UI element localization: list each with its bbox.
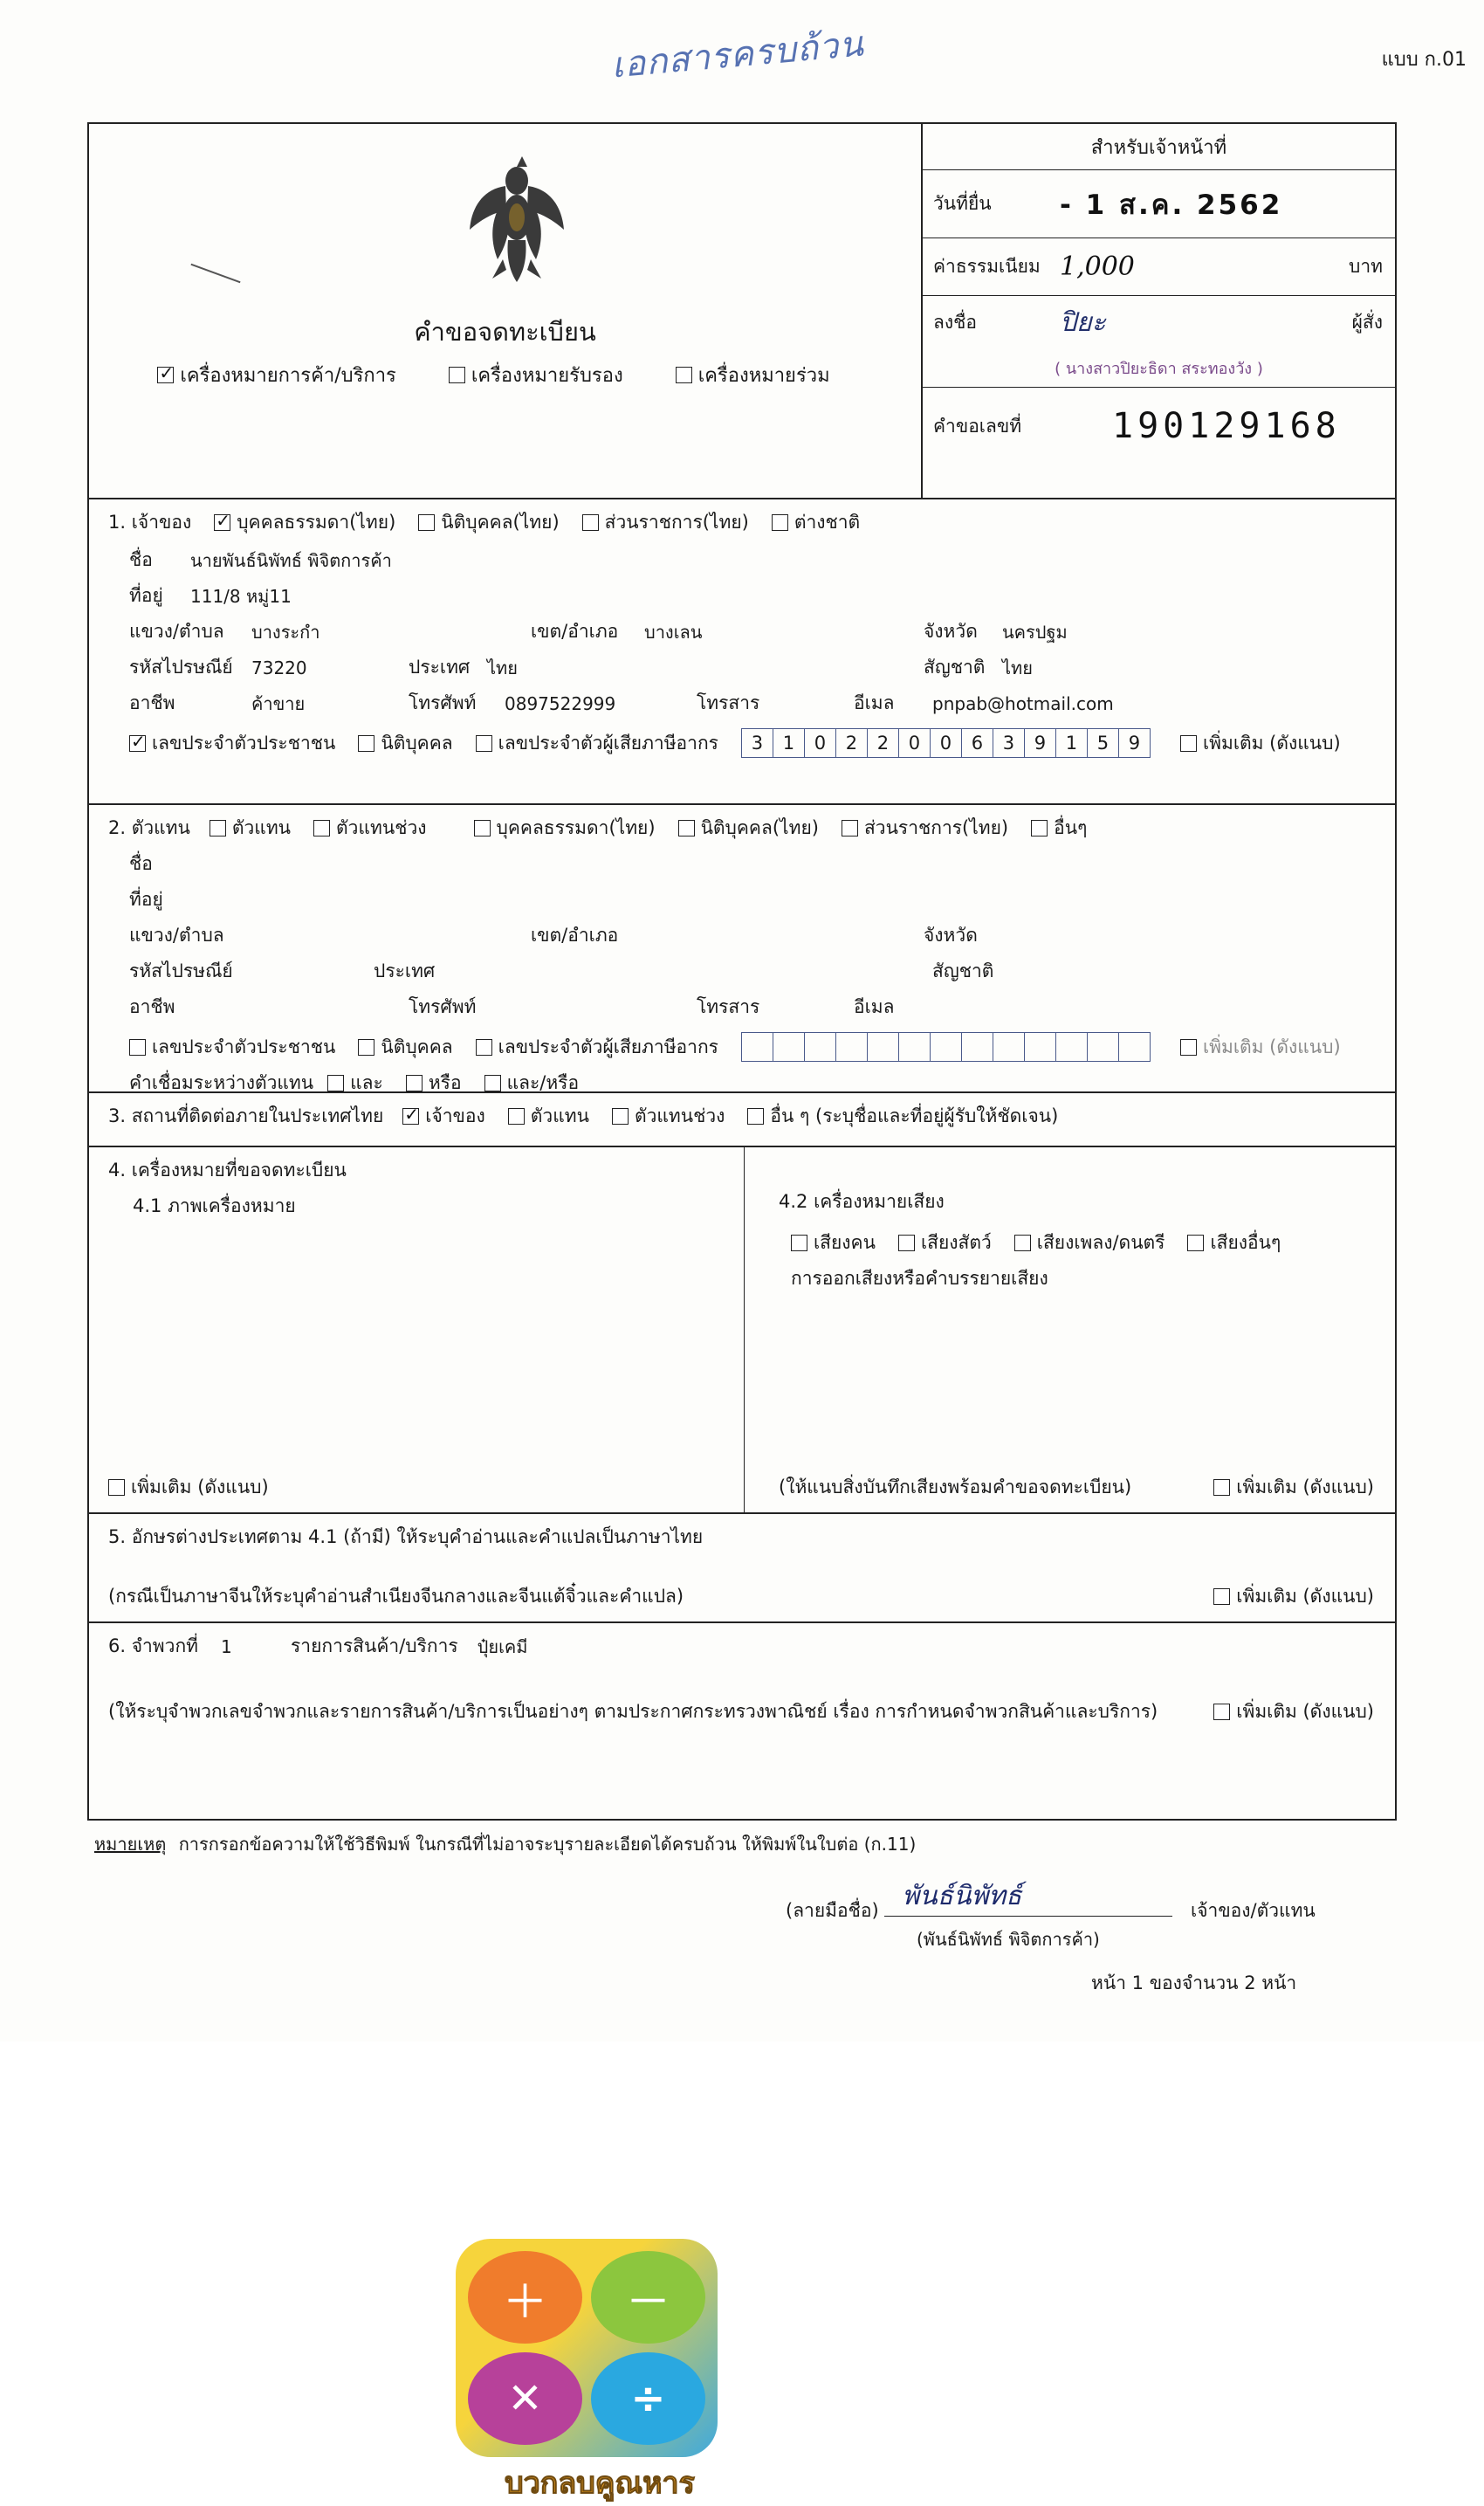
id-digit: [899, 1033, 931, 1061]
checkbox-icon[interactable]: [402, 1108, 419, 1125]
agent-country-label: ประเทศ: [374, 960, 436, 981]
id-digit: 9: [1025, 729, 1056, 757]
owner-province-label: จังหวัด: [924, 621, 978, 642]
title-option-collective[interactable]: [676, 360, 830, 390]
owner-phone-value[interactable]: 0897522999: [505, 692, 616, 714]
agent-relation-option-label: และ/หรือ: [506, 1072, 580, 1093]
owner-type-label: ต่างชาติ: [794, 512, 861, 533]
section3-title: 3. สถานที่ติดต่อภายในประเทศไทย: [108, 1105, 384, 1126]
owner-locality-row: [108, 617, 1376, 646]
section5-more[interactable]: [1213, 1582, 1374, 1611]
section5-note-label: (กรณีเป็นภาษาจีนให้ระบุคำอ่านสำเนียงจีนกลางและจีนแต้จิ๋วและคำแปล): [108, 1586, 684, 1607]
agent-id-tax[interactable]: [476, 1033, 718, 1062]
footer-signature-row: [786, 1881, 1316, 1925]
page-title: คำขอจดทะเบียน: [414, 317, 596, 347]
owner-type-row: [108, 508, 1376, 537]
checkbox-icon[interactable]: [210, 820, 226, 836]
checkbox-icon[interactable]: [129, 1039, 146, 1056]
signature-suffix: ผู้สั่ง: [1351, 311, 1383, 333]
checkbox-icon[interactable]: [772, 514, 788, 531]
agent-relation-label: คำเชื่อมระหว่างตัวแทน: [129, 1072, 314, 1093]
fee-value: 1,000: [1060, 251, 1135, 282]
checkbox-icon[interactable]: [612, 1108, 629, 1125]
document-complete-stamp: เอกสารครบถ้วน: [609, 24, 866, 86]
owner-email-value[interactable]: pnpab@hotmail.com: [932, 692, 1114, 714]
owner-more-attached[interactable]: [1180, 729, 1341, 758]
agent-postcode-row: [108, 957, 1376, 986]
agent-name-row: [108, 850, 1376, 878]
checkbox-icon[interactable]: [1213, 1588, 1230, 1605]
checkbox-icon[interactable]: [791, 1235, 807, 1251]
header-section: [89, 124, 1395, 499]
id-digit: [773, 1033, 805, 1061]
agent-kind-agent[interactable]: [210, 814, 291, 843]
title-option-label: เครื่องหมายร่วม: [697, 365, 830, 387]
owner-id-label: นิติบุคคล: [381, 732, 453, 754]
checkbox-icon[interactable]: [449, 367, 465, 383]
id-digit: 1: [1056, 729, 1088, 757]
agent-id-number-boxes[interactable]: [741, 1032, 1151, 1062]
title-option-certification[interactable]: [449, 360, 623, 390]
owner-type-label: นิติบุคคล(ไทย): [441, 512, 560, 533]
owner-fax-label: โทรสาร: [697, 692, 760, 713]
owner-tambon-label: แขวง/ตำบล: [129, 621, 224, 642]
id-digit: 2: [836, 729, 868, 757]
section-foreign-script: [89, 1514, 1395, 1623]
id-digit: 0: [899, 729, 931, 757]
minus-icon: －: [591, 2251, 705, 2344]
owner-occupation-label: อาชีพ: [129, 692, 175, 713]
owner-amphoe-label: เขต/อำเภอ: [531, 621, 619, 642]
trademark-logo-box: [456, 2239, 718, 2457]
trademark-text: บวกลบคูณหาร: [505, 2466, 695, 2501]
owner-type-natural[interactable]: [214, 508, 395, 537]
agent-email-label: อีเมล: [854, 996, 895, 1017]
application-number-value: 190129168: [1112, 406, 1341, 446]
checkbox-icon[interactable]: [358, 1039, 374, 1056]
owner-nationality-label: สัญชาติ: [924, 657, 986, 678]
owner-more-label: เพิ่มเติม (ดังแนบ): [1202, 732, 1341, 754]
agent-nationality-label: สัญชาติ: [932, 960, 994, 981]
owner-id-row: [108, 728, 1376, 758]
sound-option-animal[interactable]: [898, 1229, 992, 1257]
section4-title: 4. เครื่องหมายที่ขอจดทะเบียน: [108, 1160, 347, 1181]
section4-more-left[interactable]: [108, 1473, 269, 1502]
id-digit: 0: [931, 729, 962, 757]
checkbox-icon[interactable]: [474, 820, 491, 836]
garuda-emblem-icon: [464, 155, 569, 286]
checkbox-icon[interactable]: [129, 735, 146, 752]
checkbox-icon[interactable]: [1213, 1704, 1230, 1720]
section-agent: [89, 805, 1395, 1093]
agent-id-label: เลขประจำตัวประชาชน: [152, 1036, 336, 1057]
title-checkbox-group: [89, 360, 921, 390]
agent-locality-row: [108, 921, 1376, 950]
agent-more-attached[interactable]: [1180, 1033, 1341, 1062]
section4-more-right-label: เพิ่มเติม (ดังแนบ): [1236, 1477, 1374, 1497]
checkbox-icon[interactable]: [484, 1075, 501, 1091]
contact-place-label: เจ้าของ: [425, 1105, 485, 1126]
owner-country-value[interactable]: ไทย: [487, 657, 518, 678]
agent-address-row: [108, 885, 1376, 914]
owner-type-government[interactable]: [582, 508, 749, 537]
section6-note: [108, 1697, 1158, 1726]
owner-amphoe-value[interactable]: บางเลน: [644, 621, 703, 643]
checkbox-icon[interactable]: [1014, 1235, 1031, 1251]
section6-title: 6. จำพวกที่: [108, 1635, 199, 1656]
owner-id-number-boxes[interactable]: [741, 728, 1151, 758]
checkbox-icon[interactable]: [108, 1479, 125, 1496]
form-code-label: แบบ ก.01: [1381, 49, 1467, 71]
id-digit: [805, 1033, 836, 1061]
checkbox-icon[interactable]: [476, 735, 492, 752]
trademark-image: [456, 2239, 744, 2501]
contact-place-label: อื่น ๆ (ระบุชื่อและที่อยู่ผู้รับให้ชัดเจน): [770, 1105, 1059, 1126]
checkbox-icon[interactable]: [508, 1108, 525, 1125]
fee-label: ค่าธรรมเนียม: [933, 256, 1041, 277]
agent-occupation-label: อาชีพ: [129, 996, 175, 1017]
agent-id-citizen[interactable]: [129, 1033, 335, 1062]
id-digit: [1025, 1033, 1056, 1061]
agent-fax-label: โทรสาร: [697, 996, 760, 1017]
checkbox-icon[interactable]: [327, 1075, 344, 1091]
class-row: [108, 1632, 1376, 1661]
owner-address-label: ที่อยู่: [129, 585, 163, 606]
id-digit: [931, 1033, 962, 1061]
owner-type-label: ส่วนราชการ(ไทย): [604, 512, 749, 533]
remark-row: [94, 1830, 916, 1858]
owner-name-row: [108, 546, 1376, 575]
checkbox-icon[interactable]: [676, 367, 692, 383]
id-digit: 3: [742, 729, 773, 757]
agent-type-label: ส่วนราชการ(ไทย): [863, 817, 1009, 838]
checkbox-icon[interactable]: [214, 514, 230, 531]
id-digit: 6: [962, 729, 993, 757]
title-option-label: เครื่องหมายการค้า/บริการ: [180, 365, 396, 387]
signature-label: ลงชื่อ: [933, 311, 977, 333]
agent-tambon-label: แขวง/ตำบล: [129, 925, 224, 946]
owner-id-label: เลขประจำตัวประชาชน: [152, 732, 336, 754]
checkbox-icon[interactable]: [898, 1235, 915, 1251]
owner-phone-label: โทรศัพท์: [409, 692, 477, 713]
id-digit: 9: [1128, 733, 1141, 754]
section4-more-right[interactable]: [1213, 1473, 1374, 1502]
section-class-goods: [89, 1623, 1395, 1737]
owner-id-label: เลขประจำตัวผู้เสียภาษีอากร: [498, 732, 718, 754]
checkbox-icon[interactable]: [747, 1108, 764, 1125]
application-number-row: [923, 388, 1395, 465]
remark-text: การกรอกข้อความให้ใช้วิธีพิมพ์ ในกรณีที่ไม่อาจระบุรายละเอียดได้ครบถ้วน ให้พิมพ์ในใบต่อ (ก.11): [178, 1834, 917, 1855]
agent-type-label: อื่นๆ: [1054, 817, 1088, 838]
contact-place-row: [108, 1102, 1376, 1131]
id-digit: 3: [993, 729, 1025, 757]
title-option-trademark[interactable]: [157, 360, 396, 390]
pencil-mark: [190, 264, 240, 283]
multiply-icon: ✕: [468, 2352, 582, 2445]
section5-title: 5. อักษรต่างประเทศตาม 4.1 (ถ้ามี) ให้ระบุคำอ่านและคำแปลเป็นภาษาไทย: [108, 1526, 704, 1547]
agent-more-label: เพิ่มเติม (ดังแนบ): [1202, 1036, 1341, 1057]
filing-date-row: [923, 170, 1395, 238]
section4-divider: [744, 1147, 745, 1512]
checkbox-icon[interactable]: [1187, 1235, 1204, 1251]
agent-id-row: [108, 1032, 1376, 1062]
sound-description-label: การออกเสียงหรือคำบรรยายเสียง: [791, 1268, 1048, 1289]
owner-id-juristic[interactable]: [358, 729, 452, 758]
section4-attach-note: [779, 1473, 1131, 1502]
official-use-block: [923, 124, 1395, 498]
id-digit: [868, 1033, 899, 1061]
owner-address-row: [108, 582, 1376, 610]
agent-type-juristic[interactable]: [678, 814, 819, 843]
id-digit: 0: [805, 729, 836, 757]
owner-postcode-row: [108, 653, 1376, 682]
section-owner: [89, 499, 1395, 805]
footer-signature-value: พันธ์นิพัทธ์: [902, 1881, 1022, 1911]
contact-place-label: ตัวแทน: [530, 1105, 589, 1126]
sound-option-label: เสียงคน: [814, 1232, 876, 1253]
owner-name-label: ชื่อ: [129, 549, 153, 570]
goods-label: รายการสินค้า/บริการ: [291, 1635, 458, 1656]
divide-icon: ÷: [591, 2352, 705, 2445]
agent-phone-label: โทรศัพท์: [409, 996, 477, 1017]
owner-id-citizen[interactable]: [129, 729, 335, 758]
id-digit: [836, 1033, 868, 1061]
sound-option-label: เสียงสัตว์: [920, 1232, 992, 1253]
agent-relation-option-label: และ: [350, 1072, 383, 1093]
filing-date-label: วันที่ยื่น: [933, 193, 992, 214]
owner-contact-row: [108, 689, 1376, 718]
agent-id-label: นิติบุคคล: [381, 1036, 453, 1057]
section4-more-left-label: เพิ่มเติม (ดังแนบ): [131, 1477, 269, 1497]
checkbox-icon[interactable]: [313, 820, 330, 836]
agent-province-label: จังหวัด: [924, 925, 978, 946]
agent-type-natural[interactable]: [474, 814, 656, 843]
agent-relation-option-label: หรือ: [428, 1072, 462, 1093]
section4-attach-note-label: (ให้แนบสิ่งบันทึกเสียงพร้อมคำขอจดทะเบียน): [779, 1477, 1132, 1497]
agent-postcode-label: รหัสไปรษณีย์: [129, 960, 233, 981]
id-digit: [962, 1033, 993, 1061]
plus-icon: ＋: [468, 2251, 582, 2344]
agent-amphoe-label: เขต/อำเภอ: [531, 925, 619, 946]
owner-address-value[interactable]: 111/8 หมู่11: [190, 585, 292, 607]
agent-type-label: นิติบุคคล(ไทย): [700, 817, 819, 838]
owner-occupation-value[interactable]: ค้าขาย: [251, 692, 306, 714]
owner-postcode-label: รหัสไปรษณีย์: [129, 657, 233, 678]
owner-name-value[interactable]: นายพันธ์นิพัทธ์ พิจิตการค้า: [190, 549, 392, 571]
owner-type-foreign[interactable]: [772, 508, 860, 537]
footer-page-number: หน้า 1 ของจำนวน 2 หน้า: [1091, 1972, 1297, 1993]
id-digit: [1119, 1033, 1150, 1061]
application-number-label: คำขอเลขที่: [933, 415, 1022, 437]
agent-kind-sub-agent[interactable]: [313, 814, 426, 843]
agent-id-label: เลขประจำตัวผู้เสียภาษีอากร: [498, 1036, 718, 1057]
title-option-label: เครื่องหมายรับรอง: [471, 365, 623, 387]
sound-option-music[interactable]: [1014, 1229, 1165, 1257]
checkbox-icon[interactable]: [1180, 1039, 1197, 1056]
checkbox-icon[interactable]: [842, 820, 858, 836]
checkbox-icon[interactable]: [678, 820, 695, 836]
officer-name: ( นางสาวปิยะธิดา สระทองวัง ): [1055, 359, 1263, 378]
checkbox-icon[interactable]: [1213, 1479, 1230, 1496]
id-digit: [1088, 1033, 1119, 1061]
contact-place-label: ตัวแทนช่วง: [634, 1105, 725, 1126]
goods-value[interactable]: ปุ๋ยเคมี: [477, 1635, 528, 1657]
section6-more-label: เพิ่มเติม (ดังแนบ): [1236, 1701, 1374, 1722]
fee-unit: บาท: [1349, 256, 1383, 277]
official-heading: สำหรับเจ้าหน้าที่: [923, 124, 1395, 170]
footer-sign-label: (ลายมือชื่อ): [786, 1900, 879, 1921]
class-value[interactable]: 1: [221, 1635, 232, 1657]
sound-mark-options: [779, 1229, 1355, 1257]
id-digit: 2: [868, 729, 899, 757]
sound-option-label: เสียงอื่นๆ: [1210, 1232, 1281, 1253]
agent-name-label: ชื่อ: [129, 853, 153, 874]
id-digit: 5: [1088, 729, 1119, 757]
section6-note-label: (ให้ระบุจำพวกเลขจำพวกและรายการสินค้า/บริการเป็นอย่างๆ ตามประกาศกระทรวงพาณิชย์ เรื่อง การกำหนดจำพวกสินค้าและบริการ): [108, 1701, 1158, 1722]
section4-sub41-label: 4.1 ภาพเครื่องหมาย: [133, 1195, 296, 1216]
sound-option-other[interactable]: [1187, 1229, 1281, 1257]
header-left: [89, 124, 923, 498]
id-digit: [742, 1033, 773, 1061]
owner-postcode-value[interactable]: 73220: [251, 657, 307, 678]
id-digit: 1: [773, 729, 805, 757]
checkbox-icon[interactable]: [406, 1075, 423, 1091]
checkbox-icon[interactable]: [1180, 735, 1197, 752]
agent-address-label: ที่อยู่: [129, 889, 163, 910]
contact-place-sub-agent[interactable]: [612, 1102, 725, 1131]
agent-kind-label: ตัวแทน: [231, 817, 292, 838]
fee-row: [923, 238, 1395, 296]
owner-country-label: ประเทศ: [409, 657, 471, 678]
agent-type-other[interactable]: [1031, 814, 1087, 843]
owner-type-juristic[interactable]: [418, 508, 559, 537]
checkbox-icon[interactable]: [157, 367, 174, 383]
contact-place-other[interactable]: [747, 1102, 1058, 1131]
contact-place-owner[interactable]: [402, 1102, 485, 1131]
section2-title: 2. ตัวแทน: [108, 817, 190, 838]
section-contact-place: [89, 1093, 1395, 1147]
agent-id-juristic[interactable]: [358, 1033, 452, 1062]
signature-row: [923, 296, 1395, 348]
agent-type-label: บุคคลธรรมดา(ไทย): [496, 817, 656, 838]
footer-signature-line[interactable]: [884, 1881, 1172, 1917]
checkbox-icon[interactable]: [582, 514, 599, 531]
sound-option-human[interactable]: [791, 1229, 876, 1257]
footer-sign-role: เจ้าของ/ตัวแทน: [1191, 1900, 1316, 1921]
owner-id-tax[interactable]: [476, 729, 718, 758]
owner-email-label: อีเมล: [854, 692, 895, 713]
owner-tambon-value[interactable]: บางระกำ: [251, 621, 320, 643]
filing-date-value: - 1 ส.ค. 2562: [1060, 189, 1283, 221]
checkbox-icon[interactable]: [418, 514, 435, 531]
id-digit: [1056, 1033, 1088, 1061]
checkbox-icon[interactable]: [476, 1039, 492, 1056]
owner-nationality-value[interactable]: ไทย: [1002, 657, 1033, 678]
agent-contact-row: [108, 993, 1376, 1022]
agent-kind-label: ตัวแทนช่วง: [336, 817, 427, 838]
agent-type-row: [108, 814, 1376, 843]
contact-place-agent[interactable]: [508, 1102, 589, 1131]
signature-value: ปิยะ: [1060, 306, 1106, 338]
footer-signer-name: (พันธ์นิพัทธ์ พิจิตการค้า): [917, 1929, 1100, 1950]
section4-sub42-label: 4.2 เครื่องหมายเสียง: [779, 1191, 945, 1212]
id-digit: [993, 1033, 1025, 1061]
checkbox-icon[interactable]: [1031, 820, 1048, 836]
section5-note: [108, 1582, 684, 1611]
sound-option-label: เสียงเพลง/ดนตรี: [1036, 1232, 1165, 1253]
section5-more-label: เพิ่มเติม (ดังแนบ): [1236, 1586, 1374, 1607]
checkbox-icon[interactable]: [358, 735, 374, 752]
owner-type-label: บุคคลธรรมดา(ไทย): [237, 512, 396, 533]
owner-province-value[interactable]: นครปฐม: [1002, 621, 1068, 643]
section6-more[interactable]: [1213, 1697, 1374, 1726]
agent-type-government[interactable]: [842, 814, 1008, 843]
section1-title: 1. เจ้าของ: [108, 512, 192, 533]
remark-label: หมายเหตุ: [94, 1834, 167, 1855]
